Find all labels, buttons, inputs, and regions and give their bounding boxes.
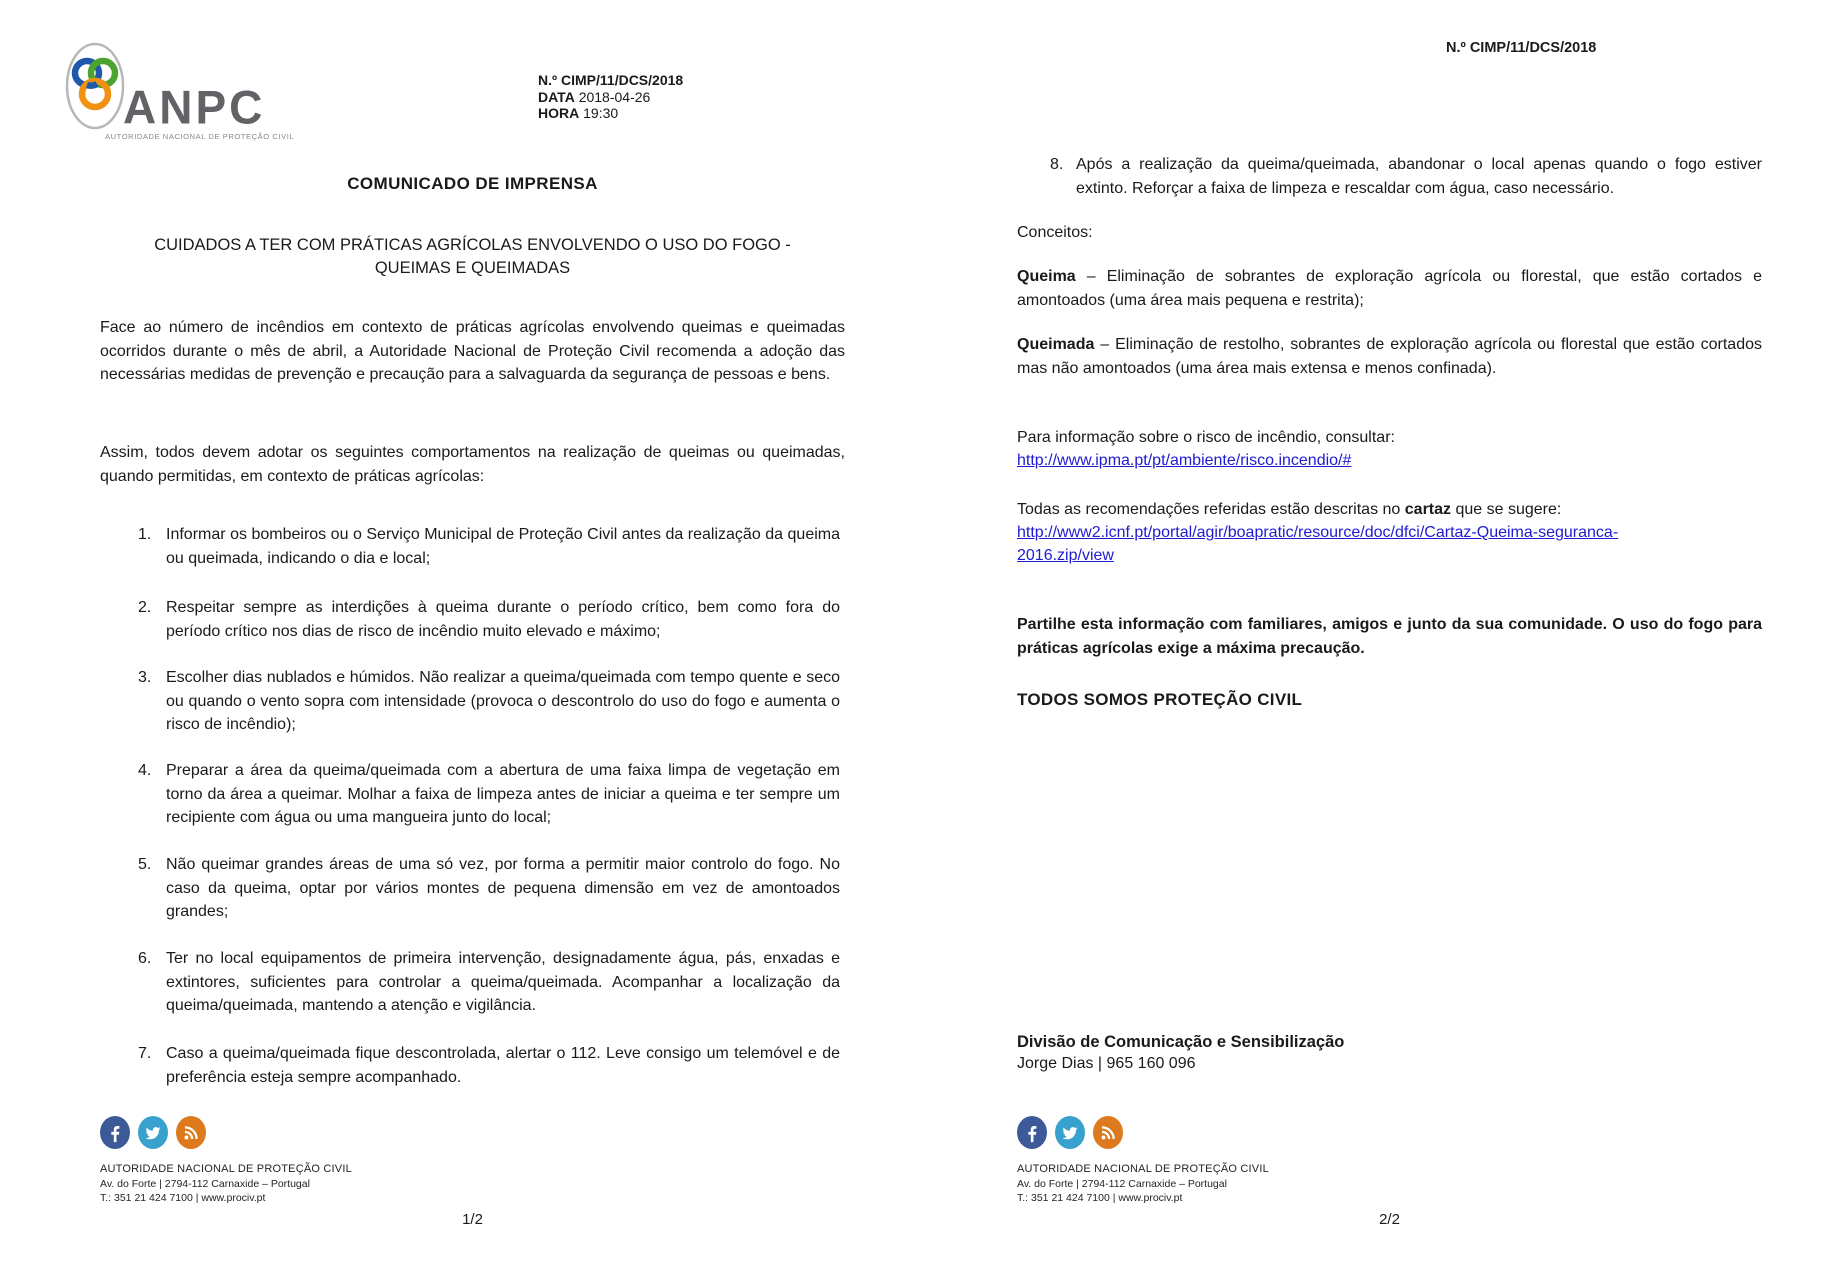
division-name: Divisão de Comunicação e Sensibilização	[1017, 1033, 1345, 1051]
list-item-number: 6.	[138, 950, 152, 967]
share-call-to-action: Partilhe esta informação com familiares, amigos e junto da sua comunidade. O uso do fogo para práticas agrícolas exige a máxima precaução.	[1017, 616, 1762, 657]
behaviours-lead-paragraph: Assim, todos devem adotar os seguintes comportamentos na realização de queimas ou queimadas, quando permitidas, em contexto de práticas agrícolas:	[100, 444, 845, 485]
doc-ref-number: N.º CIMP/11/DCS/2018	[538, 72, 684, 88]
document-reference-block	[538, 72, 683, 122]
page2-reference-number: N.º CIMP/11/DCS/2018	[1446, 40, 1597, 56]
anpc-rings-icon	[65, 42, 125, 130]
page-title: COMUNICADO DE IMPRENSA	[347, 174, 598, 193]
page-number-2: 2/2	[1379, 1211, 1400, 1228]
list-item	[138, 596, 840, 643]
doc-date-label: DATA	[538, 88, 575, 105]
facebook-icon[interactable]	[1017, 1116, 1047, 1149]
icnf-poster-link-line1[interactable]: http://www2.icnf.pt/portal/agir/boapratic/resource/doc/dfci/Cartaz-Queima-seguranca-	[1017, 524, 1619, 541]
intro-paragraph: Face ao número de incêndios em contexto de práticas agrícolas envolvendo queimas e queimadas ocorridos durante o mês de abril, a Autoridade Nacional de Proteção Civil recomenda a adoção das necessárias medidas de prevenção e precaução para a salvaguarda da segurança de pessoas e bens.	[100, 319, 845, 383]
ipma-risk-link-text[interactable]: http://www.ipma.pt/pt/ambiente/risco.incendio/#	[1017, 452, 1352, 469]
anpc-logo	[65, 42, 295, 144]
queimada-term: Queimada	[1017, 336, 1095, 353]
queimada-text: – Eliminação de restolho, sobrantes de exploração agrícola ou florestal que estão cortados mas não amontoados (uma área mais extensa e menos confinada).	[1017, 336, 1762, 377]
queima-term: Queima	[1017, 268, 1076, 285]
facebook-icon[interactable]	[100, 1116, 130, 1149]
contact-person: Jorge Dias | 965 160 096	[1017, 1055, 1196, 1072]
icnf-poster-link-line2[interactable]: 2016.zip/view	[1017, 547, 1114, 564]
poster-text-bold: cartaz	[1404, 501, 1452, 518]
list-item	[138, 947, 840, 1018]
rss-icon[interactable]	[1093, 1116, 1123, 1149]
anpc-wordmark: ANPC	[123, 80, 266, 134]
list-item-text: Após a realização da queima/queimada, abandonar o local apenas quando o fogo estiver extinto. Reforçar a faixa de limpeza e rescaldar com água, caso necessário.	[1076, 156, 1762, 197]
list-item-text: Respeitar sempre as interdições à queima durante o período crítico, bem como fora do período crítico nos dias de risco de incêndio muito elevado e máximo;	[166, 599, 840, 640]
list-item	[138, 1042, 840, 1089]
list-item-text: Ter no local equipamentos de primeira intervenção, designadamente água, pás, enxadas e extintores, suficientes para controlar a queima/queimada. Acompanhar a localização da queima/queimada, mantendo a atenção e vigilância.	[166, 950, 840, 1014]
doc-time-value: 19:30	[583, 105, 619, 121]
poster-text-after: que se sugere:	[1451, 501, 1562, 518]
document-subtitle	[100, 234, 845, 280]
social-icons-page1	[100, 1116, 206, 1149]
list-item-text: Caso a queima/queimada fique descontrolada, alertar o 112. Leve consigo um telemóvel e de preferência esteja sempre acompanhado.	[166, 1045, 840, 1086]
list-item	[1050, 153, 1762, 200]
footer-address: Av. do Forte | 2794-112 Carnaxide – Portugal	[100, 1177, 310, 1190]
list-item-number: 8.	[1050, 156, 1064, 173]
concepts-heading: Conceitos:	[1017, 224, 1093, 241]
subtitle-line-1: CUIDADOS A TER COM PRÁTICAS AGRÍCOLAS ENVOLVENDO O USO DO FOGO -	[154, 236, 791, 254]
list-item-text: Informar os bombeiros ou o Serviço Municipal de Proteção Civil antes da realização da queima ou queimada, indicando o dia e local;	[166, 526, 840, 567]
motto-line: TODOS SOMOS PROTEÇÃO CIVIL	[1017, 690, 1303, 709]
poster-text-before: Todas as recomendações referidas estão descritas no	[1017, 501, 1405, 518]
poster-recommendations-line	[1017, 498, 1762, 522]
list-item	[138, 853, 840, 924]
doc-time-label: HORA	[538, 105, 580, 121]
list-item-number: 7.	[138, 1045, 152, 1062]
queimada-definition	[1017, 333, 1762, 380]
list-item-number: 5.	[138, 856, 152, 873]
footer-org: AUTORIDADE NACIONAL DE PROTEÇÃO CIVIL	[100, 1163, 352, 1175]
queima-definition	[1017, 265, 1762, 312]
footer-address: Av. do Forte | 2794-112 Carnaxide – Portugal	[1017, 1177, 1227, 1190]
list-item-number: 3.	[138, 669, 152, 686]
doc-date-value: 2018-04-26	[578, 88, 651, 105]
footer-phone-site: T.: 351 21 424 7100 | www.prociv.pt	[1017, 1192, 1183, 1204]
risk-info-label: Para informação sobre o risco de incêndio, consultar:	[1017, 429, 1395, 446]
list-item-text: Não queimar grandes áreas de uma só vez, por forma a permitir maior controlo do fogo. No caso da queima, optar por vários montes de pequena dimensão em vez de amontoados grandes;	[166, 856, 840, 920]
social-icons-page2	[1017, 1116, 1123, 1149]
contact-block	[1017, 1031, 1762, 1075]
footer-page2	[1017, 1162, 1269, 1206]
list-item	[138, 523, 840, 570]
list-item-number: 2.	[138, 599, 152, 616]
anpc-tagline: AUTORIDADE NACIONAL DE PROTEÇÃO CIVIL	[105, 132, 295, 141]
rss-icon[interactable]	[176, 1116, 206, 1149]
queima-text: – Eliminação de sobrantes de exploração agrícola ou florestal, que estão cortados e amontoados (uma área mais pequena e restrita);	[1017, 268, 1762, 309]
icnf-poster-link[interactable]	[1017, 521, 1762, 567]
list-item-number: 1.	[138, 526, 152, 543]
footer-org: AUTORIDADE NACIONAL DE PROTEÇÃO CIVIL	[1017, 1163, 1269, 1175]
footer-phone-site: T.: 351 21 424 7100 | www.prociv.pt	[100, 1192, 266, 1204]
list-item-text: Preparar a área da queima/queimada com a abertura de uma faixa limpa de vegetação em torno da área a queimar. Molhar a faixa de limpeza antes de iniciar a queima e ter sempre um recipiente com água ou uma mangueira junto do local;	[166, 762, 840, 826]
list-item	[138, 759, 840, 830]
subtitle-line-2: QUEIMAS E QUEIMADAS	[374, 259, 571, 277]
ipma-risk-link[interactable]	[1017, 449, 1762, 473]
page-number-1: 1/2	[462, 1211, 483, 1228]
twitter-icon[interactable]	[1055, 1116, 1085, 1149]
list-item-text: Escolher dias nublados e húmidos. Não realizar a queima/queimada com tempo quente e seco ou quando o vento sopra com intensidade (provoca o descontrolo do uso do fogo e aumenta o risco de incêndio);	[166, 669, 840, 733]
twitter-icon[interactable]	[138, 1116, 168, 1149]
footer-page1	[100, 1162, 352, 1206]
list-item-number: 4.	[138, 762, 152, 779]
list-item	[138, 666, 840, 737]
